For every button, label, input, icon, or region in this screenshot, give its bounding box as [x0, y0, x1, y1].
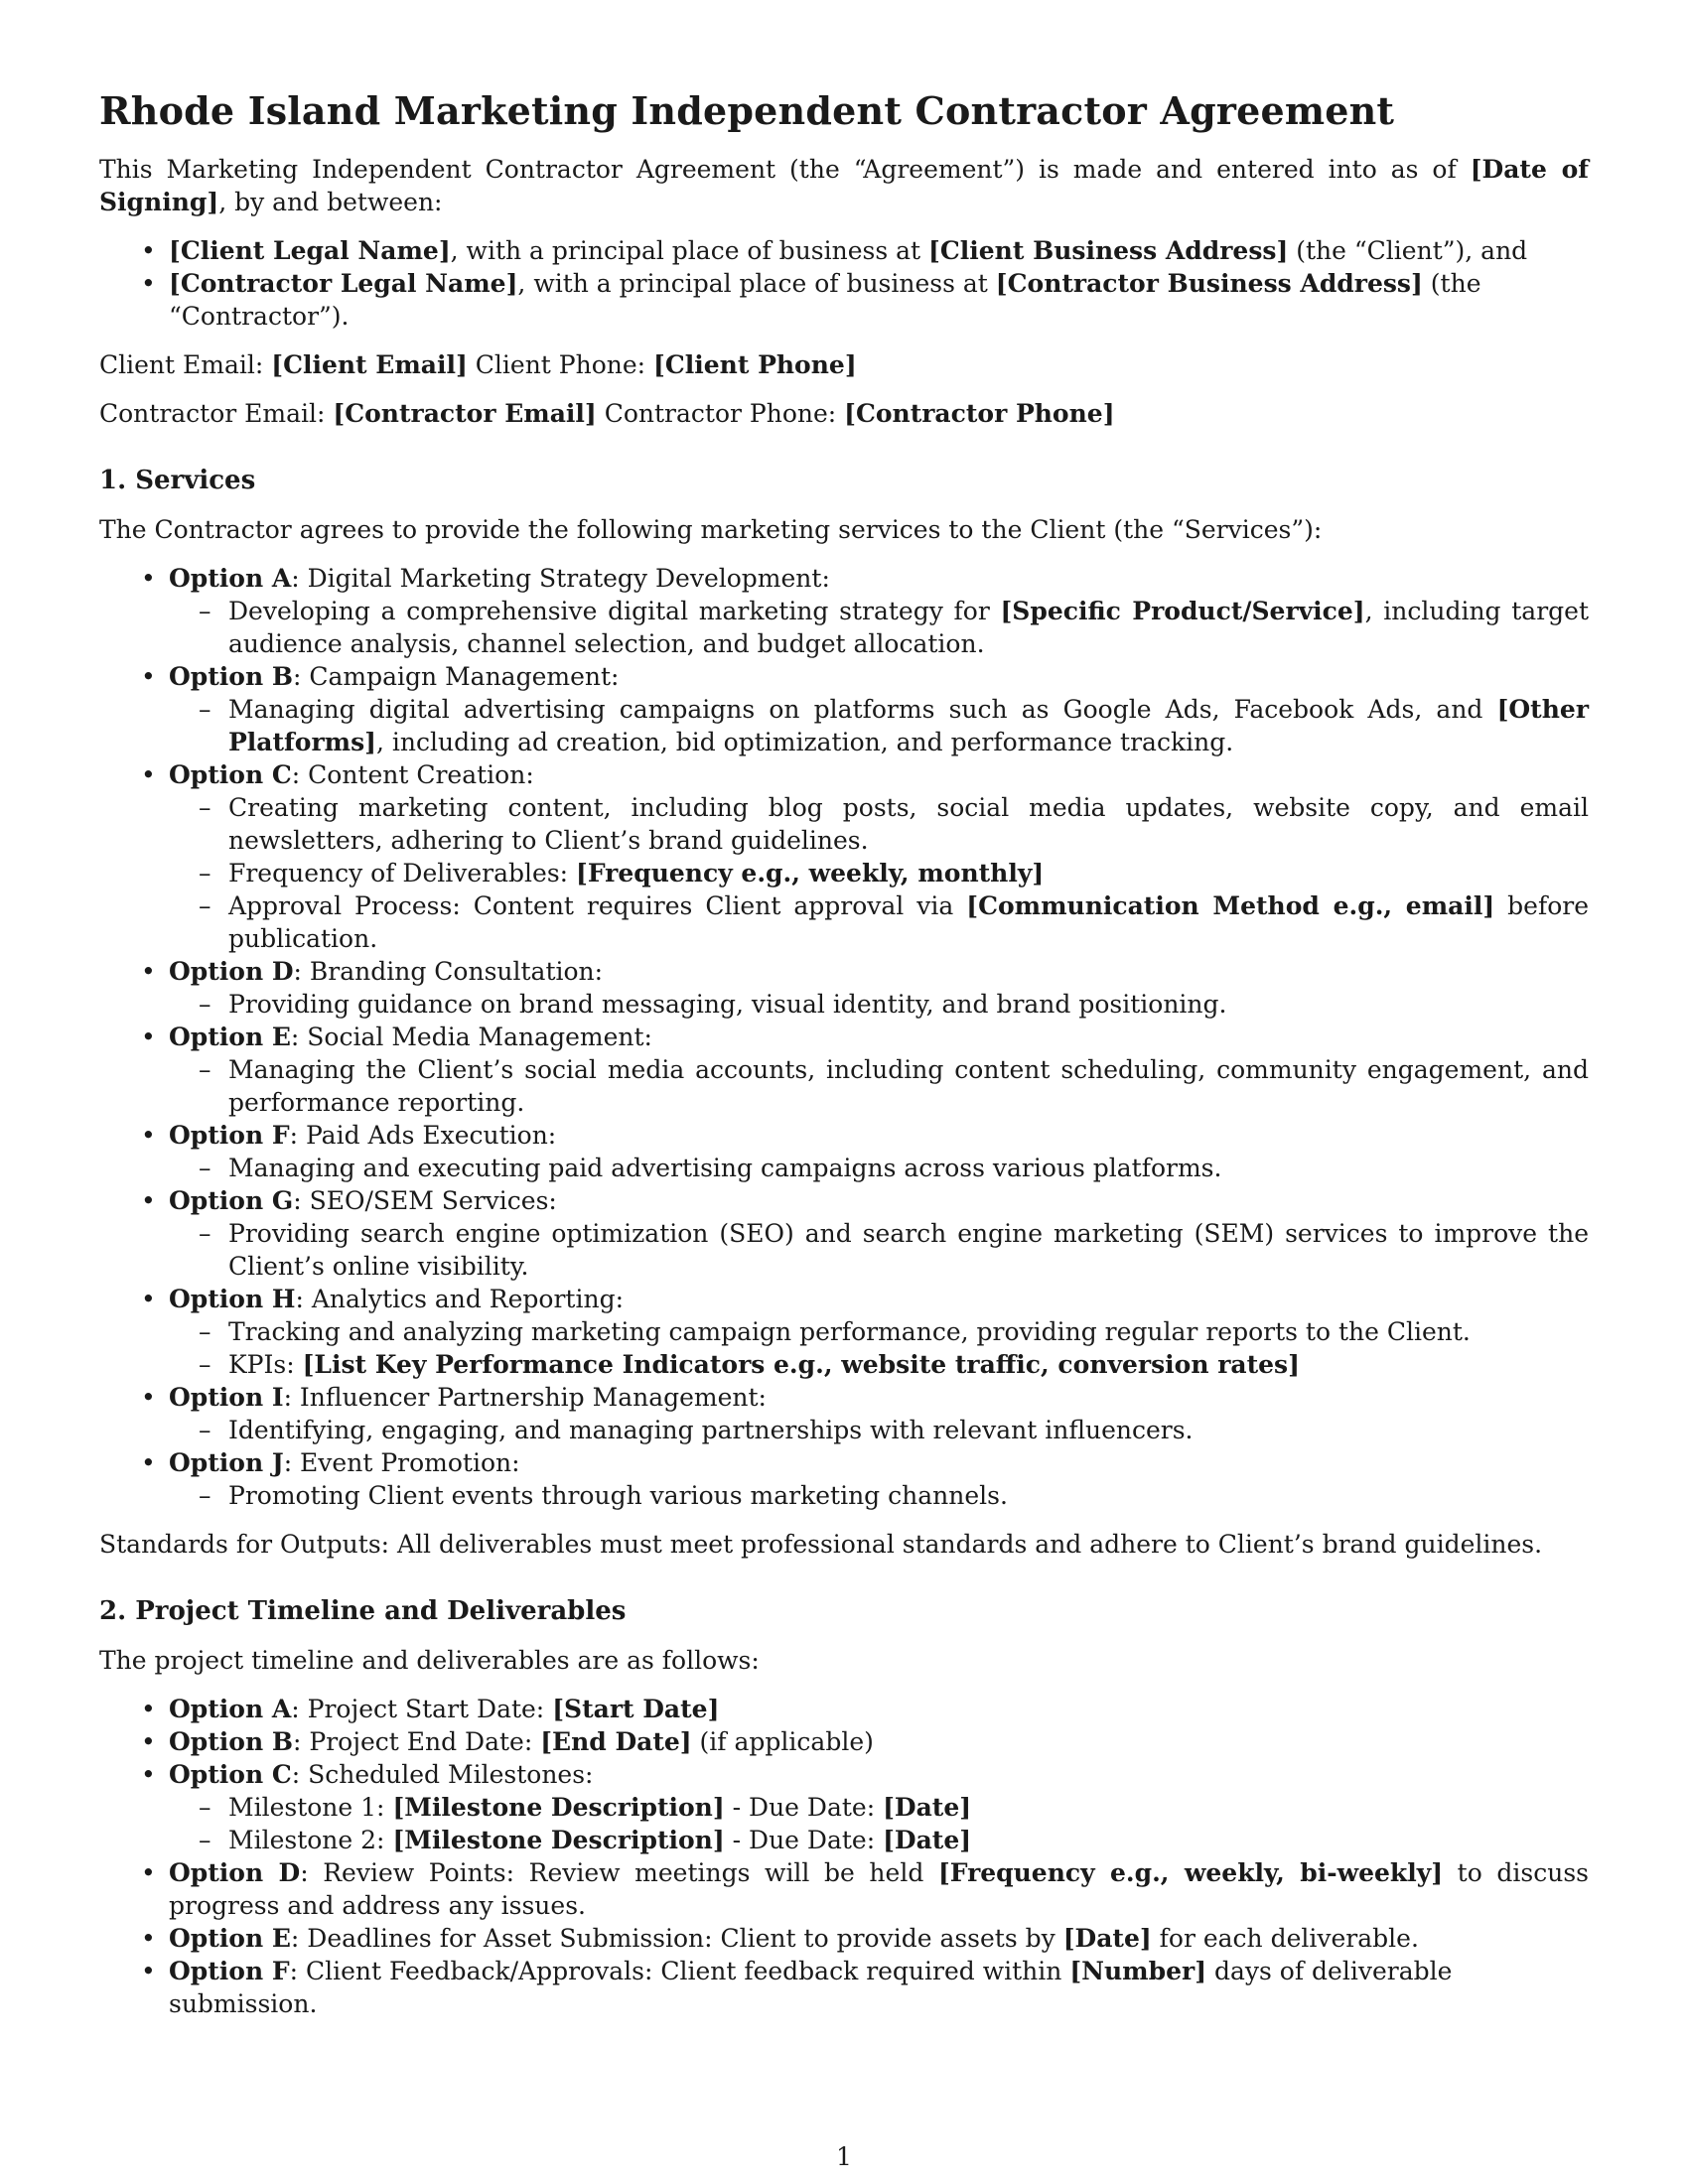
page-number: 1 — [836, 2142, 852, 2171]
option-label: Option F — [169, 1121, 290, 1150]
placeholder: [Frequency e.g., weekly, monthly] — [576, 859, 1045, 887]
option-label: Option D — [169, 957, 294, 986]
contractor-email-placeholder: [Contractor Email] — [333, 399, 597, 428]
text: : Project Start Date: — [291, 1695, 553, 1723]
option-title: : Social Media Management: — [290, 1023, 652, 1051]
text: - Due Date: — [724, 1793, 884, 1822]
contractor-phone-placeholder: [Contractor Phone] — [844, 399, 1115, 428]
sub-item: – Promoting Client events through various marketing channels. — [169, 1479, 1589, 1512]
label: Client Email: — [99, 350, 272, 379]
text: before publication. — [228, 891, 1590, 953]
party-client — [99, 234, 1589, 267]
text: to discuss progress and address any issues. — [169, 1858, 1589, 1920]
sub-item: – Providing search engine optimization (SEO) and search engine marketing (SEM) services to improve the Client’s online visibility. — [169, 1217, 1589, 1283]
party-text: , with a principal place of business at — [450, 236, 929, 265]
intro-text-tail: , by and between: — [218, 188, 443, 216]
placeholder: [Number] — [1069, 1957, 1207, 1985]
timeline-option-f — [99, 1955, 1589, 2020]
text: : Project End Date: — [293, 1727, 541, 1756]
timeline-option-d — [99, 1856, 1589, 1922]
service-option-d — [99, 955, 1589, 1021]
option-title: : SEO/SEM Services: — [293, 1186, 557, 1215]
placeholder: [Date] — [883, 1826, 972, 1854]
client-phone-placeholder: [Client Phone] — [653, 350, 857, 379]
option-label: Option E — [169, 1924, 291, 1953]
services-intro: The Contractor agrees to provide the following marketing services to the Client (the “Services”): — [99, 515, 1323, 544]
intro-text: This Marketing Independent Contractor Agreement (the “Agreement”) is made and entered into as of — [99, 155, 1471, 184]
option-title: : Influencer Partnership Management: — [283, 1383, 767, 1412]
placeholder: [List Key Performance Indicators e.g., website traffic, conversion rates] — [302, 1350, 1300, 1379]
milestone-1 — [169, 1791, 1589, 1824]
option-title: : Campaign Management: — [293, 662, 620, 691]
party-text: (the “Contractor”). — [169, 269, 1481, 331]
option-title: : Content Creation: — [291, 760, 534, 789]
services-list — [99, 562, 1589, 1512]
text: KPIs: — [228, 1350, 303, 1379]
section-heading-timeline: 2. Project Timeline and Deliverables — [99, 1596, 627, 1626]
option-title: : Branding Consultation: — [293, 957, 604, 986]
text: : Deadlines for Asset Submission: Client to provide assets by — [290, 1924, 1063, 1953]
timeline-intro: The project timeline and deliverables are as follows: — [99, 1646, 760, 1675]
text: : Client Feedback/Approvals: Client feedback required within — [289, 1957, 1070, 1985]
sub-item: – Providing guidance on brand messaging, visual identity, and brand positioning. — [169, 988, 1589, 1021]
placeholder: [End Date] — [540, 1727, 692, 1756]
text: (if applicable) — [691, 1727, 874, 1756]
contractor-name-placeholder: [Contractor Legal Name] — [169, 269, 518, 298]
party-text: (the “Client”), and — [1288, 236, 1528, 265]
text: Developing a comprehensive digital marketing strategy for — [228, 597, 1001, 625]
timeline-option-c — [99, 1758, 1589, 1856]
text: Milestone 2: — [228, 1826, 393, 1854]
timeline-list — [99, 1693, 1589, 2020]
timeline-option-e — [99, 1922, 1589, 1955]
option-title: : Paid Ads Execution: — [289, 1121, 557, 1150]
service-option-c — [99, 758, 1589, 955]
document-page — [99, 87, 1589, 2036]
intro-paragraph — [99, 153, 1589, 218]
milestone-2 — [169, 1824, 1589, 1856]
contractor-contact-line — [99, 397, 1589, 430]
sub-item — [169, 1348, 1589, 1381]
sub-item — [169, 595, 1589, 660]
service-option-g — [99, 1184, 1589, 1283]
option-label: Option A — [169, 1695, 292, 1723]
service-option-e — [99, 1021, 1589, 1119]
sub-item — [169, 857, 1589, 889]
placeholder: [Other Platforms] — [228, 695, 1589, 756]
option-label: Option A — [169, 564, 292, 593]
label: Client Phone: — [467, 350, 654, 379]
text: for each deliverable. — [1151, 1924, 1419, 1953]
text: , including target audience analysis, channel selection, and budget allocation. — [228, 597, 1590, 658]
option-label: Option D — [169, 1858, 301, 1887]
party-text: , with a principal place of business at — [517, 269, 996, 298]
client-contact-line — [99, 348, 1589, 381]
option-label: Option I — [169, 1383, 284, 1412]
option-label: Option B — [169, 1727, 293, 1756]
timeline-option-a — [99, 1693, 1589, 1725]
service-option-j — [99, 1446, 1589, 1512]
placeholder: [Communication Method e.g., email] — [966, 891, 1495, 920]
sub-item — [169, 693, 1589, 758]
sub-item: – Managing the Client’s social media accounts, including content scheduling, community engagement, and performance reporting. — [169, 1053, 1589, 1119]
text: Approval Process: Content requires Client approval via — [228, 891, 967, 920]
text: days of deliverable submission. — [169, 1957, 1453, 2018]
service-option-a — [99, 562, 1589, 660]
section-heading-services: 1. Services — [99, 466, 256, 495]
text: Frequency of Deliverables: — [228, 859, 577, 887]
placeholder: [Specific Product/Service] — [1000, 597, 1365, 625]
sub-item — [169, 889, 1589, 955]
option-title: : Scheduled Milestones: — [291, 1760, 594, 1789]
option-label: Option J — [169, 1448, 284, 1477]
placeholder: [Frequency e.g., weekly, bi-weekly] — [937, 1858, 1444, 1887]
client-name-placeholder: [Client Legal Name] — [169, 236, 451, 265]
document-title: Rhode Island Marketing Independent Contractor Agreement — [99, 88, 1395, 133]
date-of-signing-placeholder: [Date of Signing] — [99, 155, 1589, 216]
client-email-placeholder: [Client Email] — [271, 350, 468, 379]
placeholder: [Date] — [1062, 1924, 1152, 1953]
party-contractor — [99, 267, 1589, 333]
service-option-f — [99, 1119, 1589, 1184]
parties-list — [99, 234, 1589, 333]
service-option-h — [99, 1283, 1589, 1381]
placeholder: [Date] — [883, 1793, 972, 1822]
sub-item: – Identifying, engaging, and managing partnerships with relevant influencers. — [169, 1414, 1589, 1446]
placeholder: [Milestone Description] — [392, 1826, 725, 1854]
text: Milestone 1: — [228, 1793, 393, 1822]
contractor-address-placeholder: [Contractor Business Address] — [995, 269, 1423, 298]
text: , including ad creation, bid optimization, and performance tracking. — [376, 728, 1234, 756]
option-title: : Event Promotion: — [283, 1448, 520, 1477]
sub-item: – Tracking and analyzing marketing campaign performance, providing regular reports to the Client. — [169, 1315, 1589, 1348]
sub-item: – Creating marketing content, including blog posts, social media updates, website copy, and email newsletters, adhering to Client’s brand guidelines. — [169, 791, 1589, 857]
standards-paragraph: Standards for Outputs: All deliverables must meet professional standards and adhere to Client’s brand guidelines. — [99, 1530, 1543, 1559]
option-label: Option H — [169, 1285, 296, 1313]
service-option-b — [99, 660, 1589, 758]
option-label: Option F — [169, 1957, 290, 1985]
option-label: Option E — [169, 1023, 291, 1051]
text: Managing digital advertising campaigns on platforms such as Google Ads, Facebook Ads, and — [228, 695, 1497, 724]
service-option-i — [99, 1381, 1589, 1446]
option-label: Option C — [169, 1760, 292, 1789]
text: - Due Date: — [724, 1826, 884, 1854]
option-title: : Analytics and Reporting: — [295, 1285, 625, 1313]
timeline-option-b — [99, 1725, 1589, 1758]
label: Contractor Phone: — [596, 399, 845, 428]
text: : Review Points: Review meetings will be held — [300, 1858, 938, 1887]
sub-item: – Managing and executing paid advertising campaigns across various platforms. — [169, 1152, 1589, 1184]
option-label: Option G — [169, 1186, 294, 1215]
client-address-placeholder: [Client Business Address] — [928, 236, 1289, 265]
placeholder: [Milestone Description] — [392, 1793, 725, 1822]
label: Contractor Email: — [99, 399, 334, 428]
placeholder: [Start Date] — [552, 1695, 720, 1723]
option-label: Option B — [169, 662, 293, 691]
option-title: : Digital Marketing Strategy Development: — [291, 564, 830, 593]
option-label: Option C — [169, 760, 292, 789]
